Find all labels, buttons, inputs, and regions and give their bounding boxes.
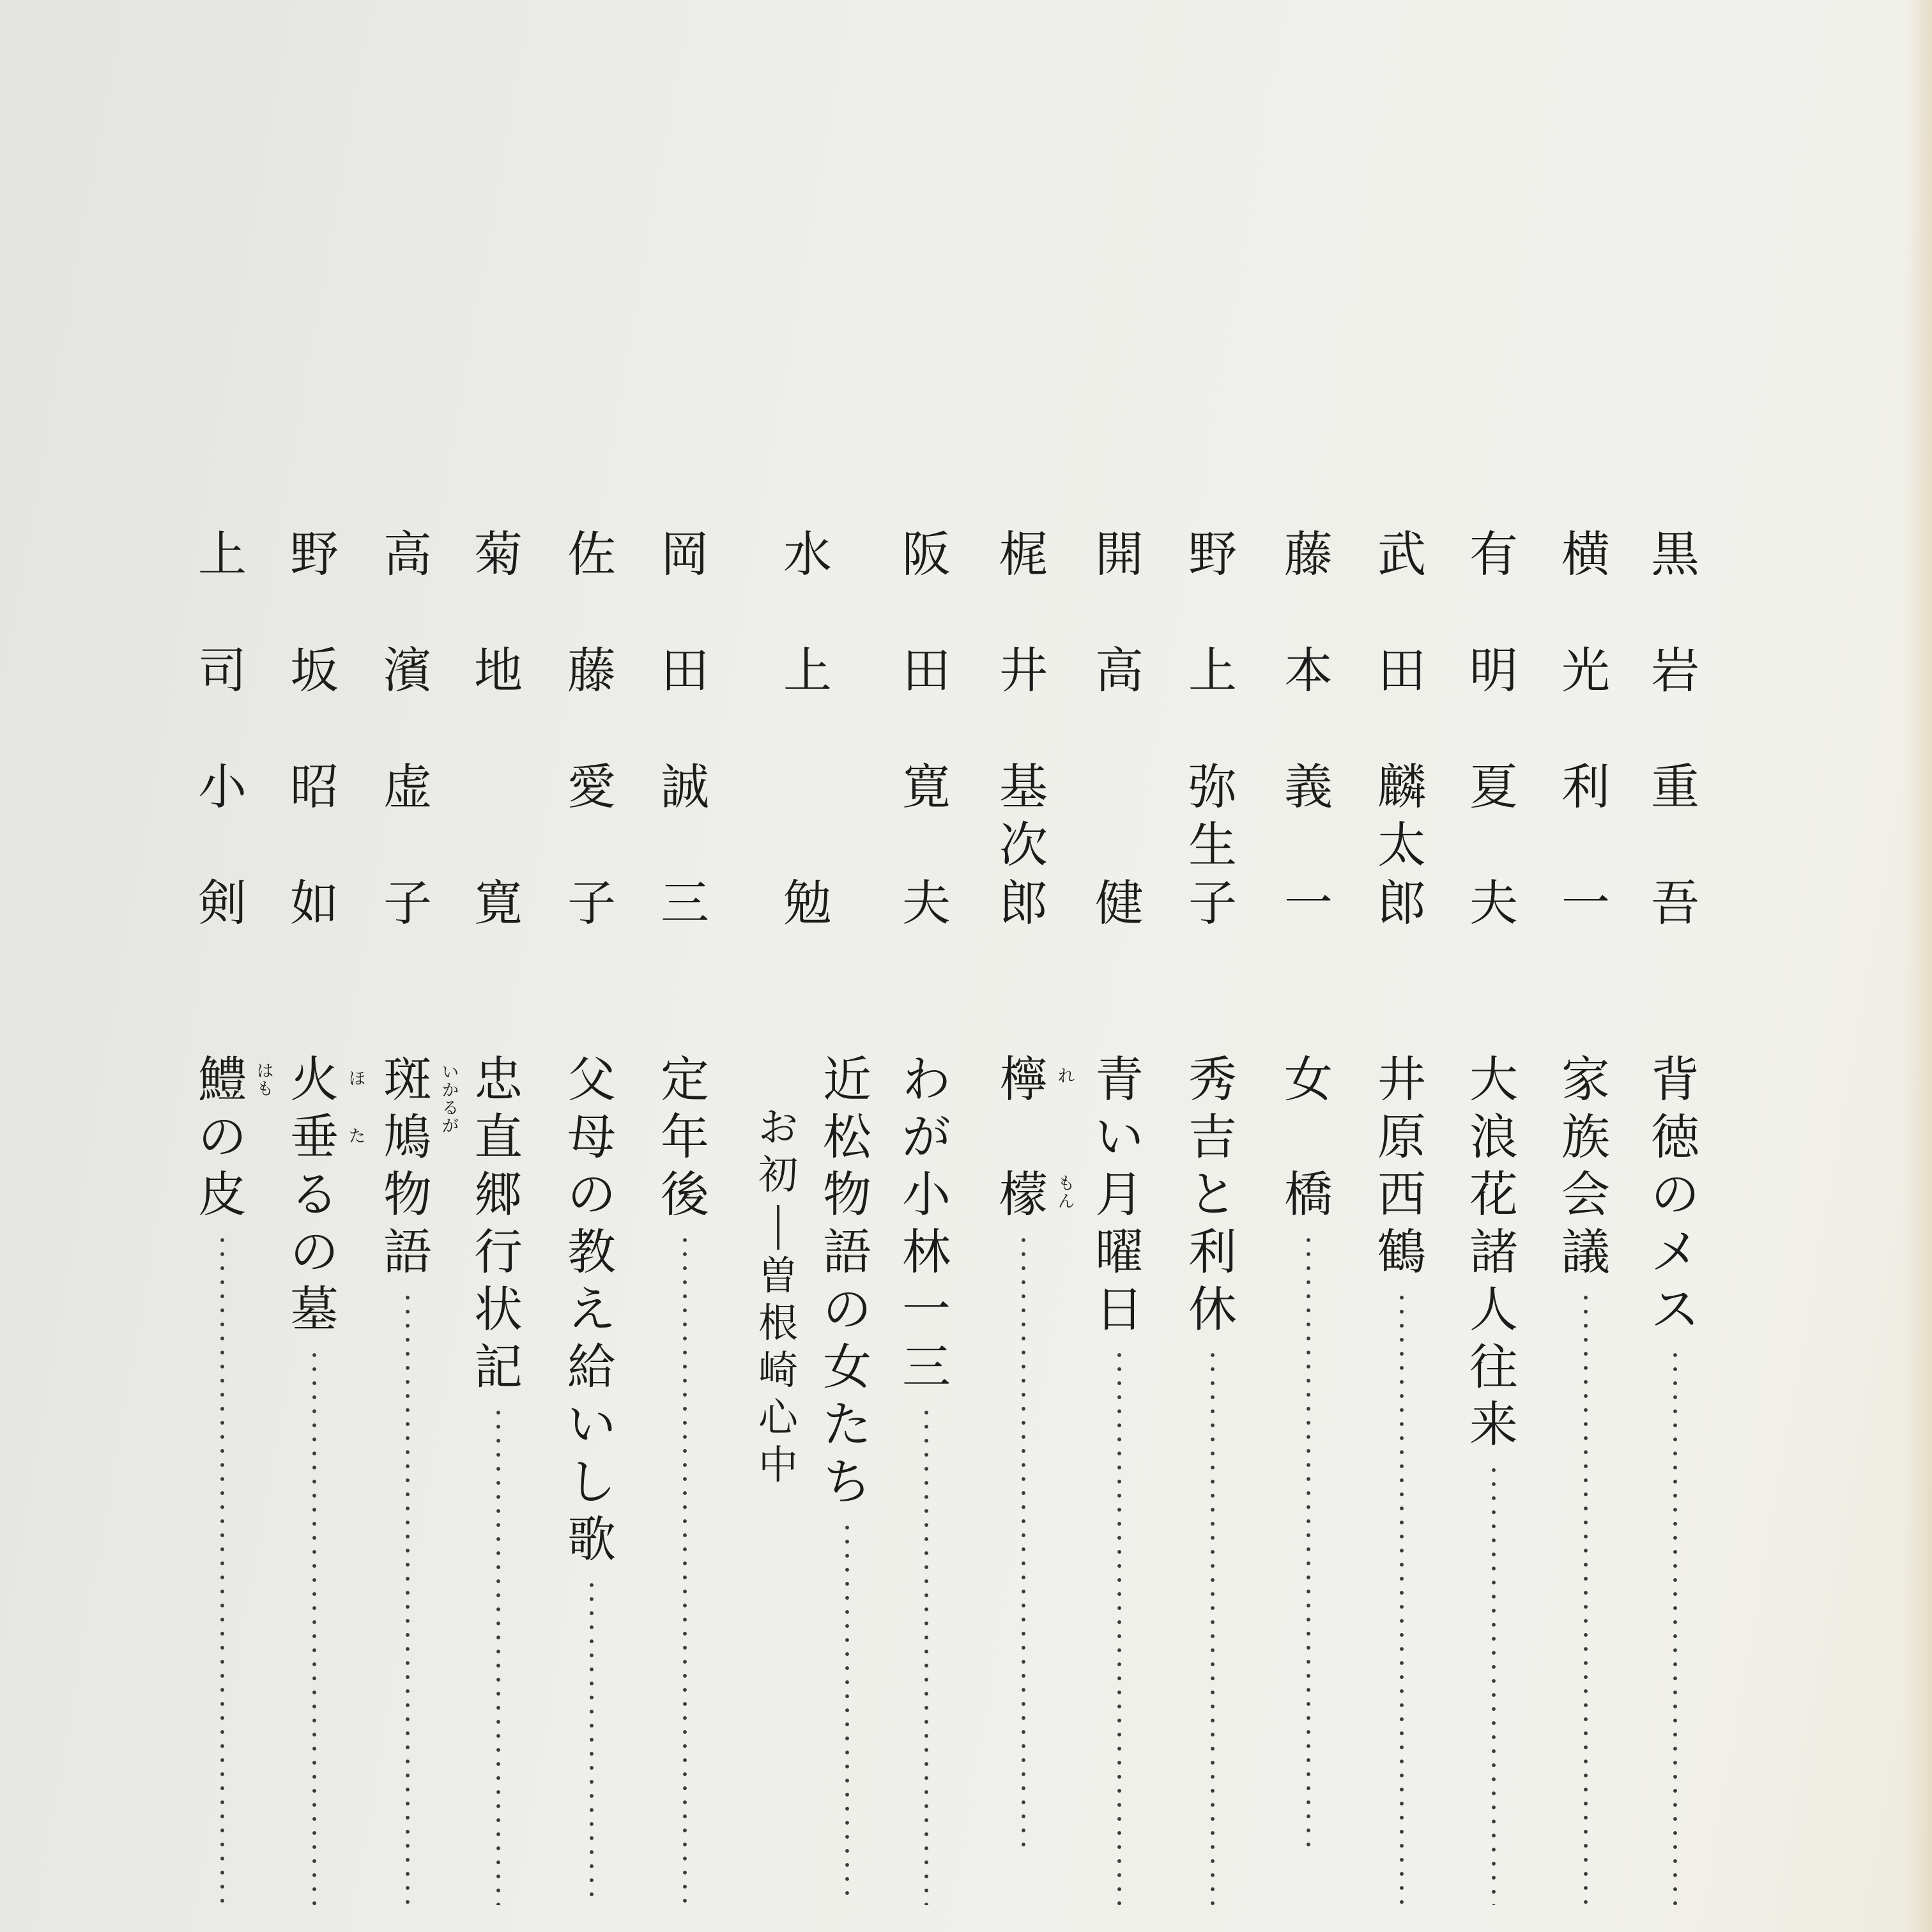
title-entry	[284, 1051, 345, 1905]
title-char: 往	[1469, 1338, 1518, 1395]
title-char: 鳩	[383, 1108, 432, 1165]
title-entry	[1371, 1051, 1432, 1905]
author-char: 健	[1095, 875, 1144, 931]
title-char: 林	[902, 1223, 951, 1280]
ruby-char: も	[1058, 1174, 1075, 1193]
title-char: ス	[1651, 1281, 1699, 1338]
author-char: 三	[661, 875, 709, 931]
title-char: わ	[902, 1051, 951, 1108]
author-char: 高	[383, 526, 432, 583]
subtitle-char: 崎	[758, 1347, 798, 1393]
title-char: 記	[474, 1338, 523, 1395]
title-char: た	[823, 1396, 871, 1453]
author-name	[993, 526, 1054, 995]
author-char: 菊	[474, 526, 523, 583]
title-char: 教	[567, 1223, 616, 1280]
author-char: 開	[1095, 526, 1144, 583]
title-char: 状	[474, 1281, 523, 1338]
title-entry	[192, 1051, 253, 1905]
title-entry	[377, 1051, 438, 1905]
dot-leader	[1672, 1348, 1678, 1905]
dot-leader	[1305, 1233, 1312, 1848]
author-char: 野	[1188, 526, 1237, 583]
author-char: 虚	[383, 758, 432, 815]
dot-leader	[682, 1233, 688, 1905]
title-char: 来	[1469, 1396, 1518, 1453]
ruby-reading	[257, 1063, 273, 1099]
dot-leader	[923, 1406, 930, 1905]
title-char: メ	[1651, 1223, 1699, 1280]
author-char: 光	[1561, 642, 1610, 699]
title-char: 浪	[1469, 1108, 1518, 1165]
author-name	[1555, 526, 1616, 995]
author-char: 藤	[1284, 526, 1333, 583]
dot-leader	[404, 1291, 411, 1905]
ruby-reading	[349, 1128, 365, 1146]
author-char: 寛	[474, 875, 523, 931]
title-char: 郷	[474, 1166, 523, 1223]
author-char: 如	[290, 875, 339, 931]
title-char: 物	[823, 1166, 871, 1223]
title-entry	[654, 1051, 716, 1905]
dot-leader	[1399, 1291, 1405, 1905]
title-entry	[1644, 1051, 1706, 1905]
title-char: ち	[823, 1453, 871, 1510]
page-edge	[1904, 0, 1932, 1932]
author-char: 寛	[902, 758, 951, 815]
subtitle-char: 中	[758, 1441, 798, 1488]
author-char: 田	[902, 642, 951, 699]
author-name	[777, 526, 838, 995]
author-char: 夫	[1469, 875, 1518, 931]
author-char: 上	[198, 526, 247, 583]
subtitle-char: 心	[758, 1394, 798, 1441]
author-name	[1463, 526, 1524, 995]
title-char: 女	[1284, 1051, 1333, 1108]
author-char: 阪	[902, 526, 951, 583]
author-char: 野	[290, 526, 339, 583]
author-char: 田	[1377, 642, 1426, 699]
author-name	[284, 526, 345, 995]
title-char: 語	[823, 1223, 871, 1280]
ruby-reading	[442, 1064, 459, 1136]
author-name	[468, 526, 529, 995]
title-char: 行	[474, 1223, 523, 1280]
dot-leader	[495, 1406, 502, 1905]
author-char: 夏	[1469, 758, 1518, 815]
title-entry	[1555, 1051, 1616, 1905]
subtitle-char: 初	[758, 1151, 798, 1198]
title-char: 直	[474, 1108, 523, 1165]
title-char: 休	[1188, 1281, 1237, 1338]
title-char: 日	[1095, 1281, 1144, 1338]
author-char: 濱	[383, 642, 432, 699]
author-name	[1371, 526, 1432, 995]
title-char: 議	[1561, 1223, 1610, 1280]
title-char: 語	[383, 1223, 432, 1280]
ruby-char: が	[442, 1117, 459, 1136]
title-char: 年	[661, 1108, 709, 1165]
author-char: 高	[1095, 642, 1144, 699]
title-char: 母	[567, 1108, 616, 1165]
author-name	[1278, 526, 1339, 995]
ruby-char: か	[442, 1081, 459, 1100]
title-char: 吉	[1188, 1108, 1237, 1165]
title-char: し	[567, 1453, 616, 1510]
title-char: 青	[1095, 1051, 1144, 1108]
title-char: 花	[1469, 1166, 1518, 1223]
title-char: 利	[1188, 1223, 1237, 1280]
author-name	[1182, 526, 1243, 995]
author-char: 愛	[567, 758, 616, 815]
author-name	[377, 526, 438, 995]
title-char: 垂	[290, 1108, 339, 1165]
title-char: 鱧	[198, 1051, 247, 1108]
title-char: 物	[383, 1166, 432, 1223]
title-char: 曜	[1095, 1223, 1144, 1280]
title-entry	[1463, 1051, 1524, 1905]
title-char: の	[198, 1108, 247, 1165]
dot-leader	[1209, 1348, 1216, 1905]
title-char: 火	[290, 1051, 339, 1108]
author-char: 坂	[290, 642, 339, 699]
author-char: 司	[198, 642, 247, 699]
author-char: 横	[1561, 526, 1610, 583]
title-char: 背	[1651, 1051, 1699, 1108]
title-char: 一	[902, 1281, 951, 1338]
author-char: 岡	[661, 526, 709, 583]
author-char: 黒	[1651, 526, 1699, 583]
title-char: 家	[1561, 1051, 1610, 1108]
author-name	[1089, 526, 1150, 995]
title-char: 定	[661, 1051, 709, 1108]
author-char: 小	[198, 758, 247, 815]
author-char: 太	[1377, 816, 1426, 873]
author-char: 藤	[567, 642, 616, 699]
author-char: 次	[999, 816, 1048, 873]
subtitle-char: 曽	[758, 1252, 798, 1299]
ruby-reading	[1058, 1068, 1075, 1086]
title-char: る	[290, 1166, 339, 1223]
title-char: 鶴	[1377, 1223, 1426, 1280]
title-char: 橋	[1284, 1166, 1333, 1223]
author-char: 勉	[783, 875, 832, 931]
ruby-text: ほ	[349, 1070, 366, 1089]
title-char: 父	[567, 1051, 616, 1108]
dot-leader	[588, 1578, 595, 1905]
author-char: 明	[1469, 642, 1518, 699]
subtitle	[747, 1104, 809, 1492]
author-char: 一	[1561, 875, 1610, 931]
subtitle-char: お	[758, 1104, 798, 1151]
author-char: 田	[661, 642, 709, 699]
title-char: 秀	[1188, 1051, 1237, 1108]
title-entry	[561, 1051, 622, 1905]
author-char: 有	[1469, 526, 1518, 583]
author-char: 郎	[999, 875, 1048, 931]
title-char: 給	[567, 1338, 616, 1395]
author-char: 吾	[1651, 875, 1699, 931]
title-char: 原	[1377, 1108, 1426, 1165]
title-char: い	[1095, 1108, 1144, 1165]
ruby-text: れ	[1058, 1067, 1075, 1086]
author-char: 重	[1651, 758, 1699, 815]
title-char: 松	[823, 1108, 871, 1165]
title-char: 近	[823, 1051, 871, 1108]
author-char: 誠	[661, 758, 709, 815]
ruby-text: た	[349, 1127, 366, 1146]
title-char: 忠	[474, 1051, 523, 1108]
dot-leader	[311, 1348, 318, 1905]
dot-leader	[1020, 1233, 1027, 1848]
author-name	[1644, 526, 1706, 995]
title-char: い	[567, 1396, 616, 1453]
title-entry	[816, 1051, 878, 1905]
author-char: 子	[383, 875, 432, 931]
dot-leader	[219, 1233, 226, 1905]
author-name	[654, 526, 716, 995]
title-entry	[1278, 1051, 1339, 1848]
title-char: 歌	[567, 1511, 616, 1568]
author-char: 生	[1188, 816, 1237, 873]
author-char: 夫	[902, 875, 951, 931]
author-char: 水	[783, 526, 832, 583]
author-char: 基	[999, 758, 1048, 815]
author-char: 梶	[999, 526, 1048, 583]
author-char: 利	[1561, 758, 1610, 815]
author-name	[561, 526, 622, 995]
title-char: 西	[1377, 1166, 1426, 1223]
ruby-char: ん	[1058, 1192, 1075, 1211]
ruby-char: る	[442, 1099, 459, 1118]
title-char: の	[290, 1223, 339, 1280]
author-char: 地	[474, 642, 523, 699]
title-entry	[993, 1051, 1054, 1848]
title-char: の	[1651, 1166, 1699, 1223]
title-char: え	[567, 1281, 616, 1338]
title-char: 小	[902, 1166, 951, 1223]
author-char: 一	[1284, 875, 1333, 931]
author-char: 上	[783, 642, 832, 699]
ruby-char: い	[442, 1063, 459, 1082]
author-char: 佐	[567, 526, 616, 583]
ruby-reading	[1058, 1176, 1075, 1211]
title-entry	[468, 1051, 529, 1905]
title-char: 後	[661, 1166, 709, 1223]
author-char: 剣	[198, 875, 247, 931]
author-name	[896, 526, 957, 995]
title-char: 族	[1561, 1108, 1610, 1165]
title-char: と	[1188, 1166, 1237, 1223]
title-char: の	[567, 1166, 616, 1223]
author-char: 麟	[1377, 758, 1426, 815]
author-char: 上	[1188, 642, 1237, 699]
author-char: 井	[999, 642, 1048, 699]
dot-leader	[1583, 1291, 1589, 1905]
title-entry	[1182, 1051, 1243, 1905]
title-entry	[896, 1051, 957, 1905]
title-char: 月	[1095, 1166, 1144, 1223]
title-char: 女	[823, 1338, 871, 1395]
title-char: 会	[1561, 1166, 1610, 1223]
subtitle-char: 根	[758, 1300, 798, 1346]
ruby-text: は	[257, 1062, 274, 1081]
title-char: 檬	[999, 1166, 1048, 1223]
author-char: 昭	[290, 758, 339, 815]
author-char: 武	[1377, 526, 1426, 583]
author-char: 岩	[1651, 642, 1699, 699]
title-char: 三	[902, 1338, 951, 1395]
title-char: 大	[1469, 1051, 1518, 1108]
dot-leader	[1116, 1348, 1123, 1905]
title-char: 人	[1469, 1281, 1518, 1338]
dot-leader	[1491, 1463, 1497, 1905]
author-char: 郎	[1377, 875, 1426, 931]
title-char: 皮	[198, 1166, 247, 1223]
title-char: 斑	[383, 1051, 432, 1108]
title-char: 墓	[290, 1281, 339, 1338]
title-entry	[1089, 1051, 1150, 1905]
title-char: 諸	[1469, 1223, 1518, 1280]
author-char: 義	[1284, 758, 1333, 815]
author-char: 子	[567, 875, 616, 931]
ruby-reading	[349, 1071, 365, 1089]
title-char: が	[902, 1108, 951, 1165]
dash-divider	[777, 1205, 779, 1250]
title-char: 檸	[999, 1051, 1048, 1108]
dot-leader	[844, 1521, 850, 1905]
author-char: 弥	[1188, 758, 1237, 815]
ruby-text: も	[257, 1080, 274, 1099]
title-char: 井	[1377, 1051, 1426, 1108]
author-name	[192, 526, 253, 995]
author-char: 子	[1188, 875, 1237, 931]
author-char: 本	[1284, 642, 1333, 699]
title-char: 徳	[1651, 1108, 1699, 1165]
title-char: の	[823, 1281, 871, 1338]
